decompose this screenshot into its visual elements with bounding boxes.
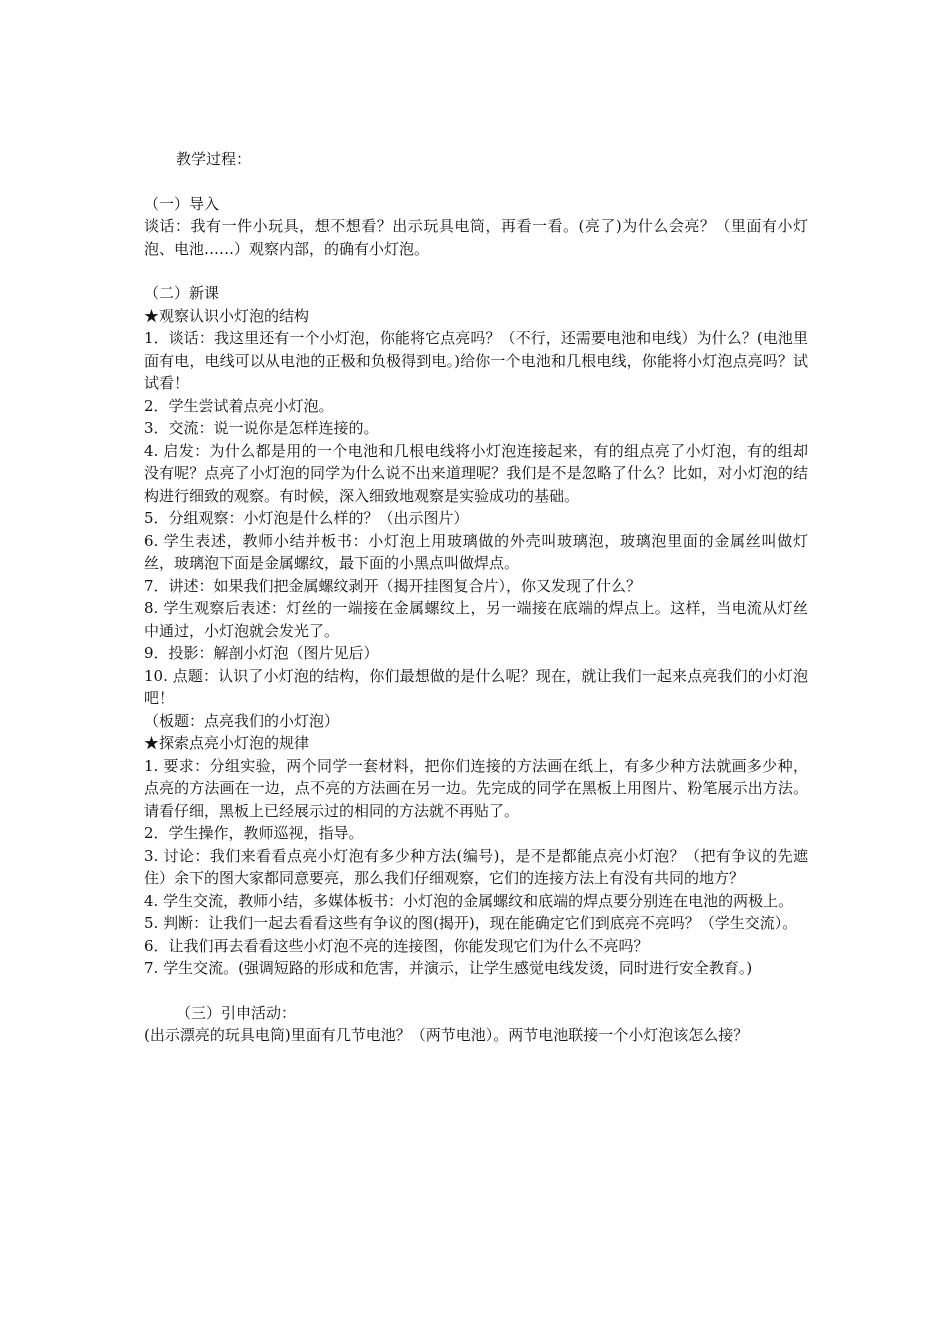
spacer	[144, 980, 808, 1002]
list-item: 6．让我们再去看看这些小灯泡不亮的连接图，你能发现它们为什么不亮吗？	[144, 936, 649, 955]
spacer	[144, 171, 808, 193]
list-item: 1．谈话：我这里还有一个小灯泡，你能将它点亮吗？（不行，还需要电池和电线）为什么？(电池里面有电，电线可以从电池的正极和负极得到电。)给你一个电池和几根电线，你能将小灯泡点亮吗？试试看！	[144, 329, 808, 392]
list-item: 5. 判断：让我们一起去看看这些有争议的图(揭开)，现在能确定它们到底亮不亮吗？（学生交流）。	[144, 914, 798, 932]
part-2-title: ★探索点亮小灯泡的规律	[144, 734, 310, 752]
list-item: 2．学生尝试着点亮小灯泡。	[144, 396, 334, 415]
list-item: 9．投影：解剖小灯泡（图片见后）	[144, 644, 379, 662]
list-item: 7．讲述：如果我们把金属螺纹剥开（揭开挂图复合片），你又发现了什么？	[144, 576, 642, 595]
list-item: 2．学生操作，教师巡视，指导。	[144, 824, 364, 842]
list-item: 5．分组观察：小灯泡是什么样的？（出示图片）	[144, 509, 469, 527]
list-item: 6. 学生表述，教师小结并板书：小灯泡上用玻璃做的外壳叫玻璃泡，玻璃泡里面的金属丝叫做灯丝，玻璃泡下面是金属螺纹，最下面的小黑点叫做焊点。	[144, 531, 808, 572]
board-title-note: （板题：点亮我们的小灯泡）	[144, 711, 340, 730]
part-1-title: ★观察认识小灯泡的结构	[144, 306, 310, 325]
section-2-heading: （二）新课	[144, 284, 220, 302]
list-item: 4. 启发：为什么都是用的一个电池和几根电线将小灯泡连接起来，有的组点亮了小灯泡，有的组却没有呢？点亮了小灯泡的同学为什么说不出来道理呢？我们是不是忽略了什么？比如，对小灯泡的结构进行细致的观察。有时候，深入细致地观察是实验成功的基础。	[144, 441, 808, 505]
list-item: 3. 讨论：我们来看看点亮小灯泡有多少种方法(编号)，是不是都能点亮小灯泡？（把有争议的先遮住）余下的图大家都同意要亮，那么我们仔细观察，它们的连接方法上有没有共同的地方？	[144, 846, 808, 887]
section-1-heading: （一）导入	[144, 194, 220, 213]
section-1-body: 谈话：我有一件小玩具，想不想看？出示玩具电筒，再看一看。(亮了)为什么会亮？（里面有小灯泡、电池……）观察内部，的确有小灯泡。	[144, 217, 808, 258]
section-3-heading: （三）引申活动：	[176, 1003, 297, 1022]
spacer	[144, 260, 808, 282]
list-item: 7. 学生交流。(强调短路的形成和危害，并演示，让学生感觉电线发烫，同时进行安全教育。)	[144, 959, 753, 977]
document-title: 教学过程：	[176, 150, 252, 168]
list-item: 10. 点题：认识了小灯泡的结构，你们最想做的是什么呢？现在，就让我们一起来点亮我们的小灯泡吧！	[144, 666, 808, 707]
document-body	[144, 148, 808, 1047]
list-item: 4. 学生交流，教师小结，多媒体板书：小灯泡的金属螺纹和底端的焊点要分别连在电池的两极上。	[144, 891, 794, 910]
list-item: 3．交流：说一说你是怎样连接的。	[144, 419, 379, 437]
section-3-body: (出示漂亮的玩具电筒)里面有几节电池？（两节电池）。两节电池联接一个小灯泡该怎么接？	[144, 1026, 749, 1044]
list-item: 1. 要求：分组实验，两个同学一套材料，把你们连接的方法画在纸上，有多少种方法就画多少种，点亮的方法画在一边，点不亮的方法画在另一边。先完成的同学在黑板上用图片、粉笔展示出方法。请看仔细，黑板上已经展示过的相同的方法就不再贴了。	[144, 756, 808, 820]
list-item: 8. 学生观察后表述：灯丝的一端接在金属螺纹上，另一端接在底端的焊点上。这样，当电流从灯丝中通过，小灯泡就会发光了。	[144, 599, 808, 640]
